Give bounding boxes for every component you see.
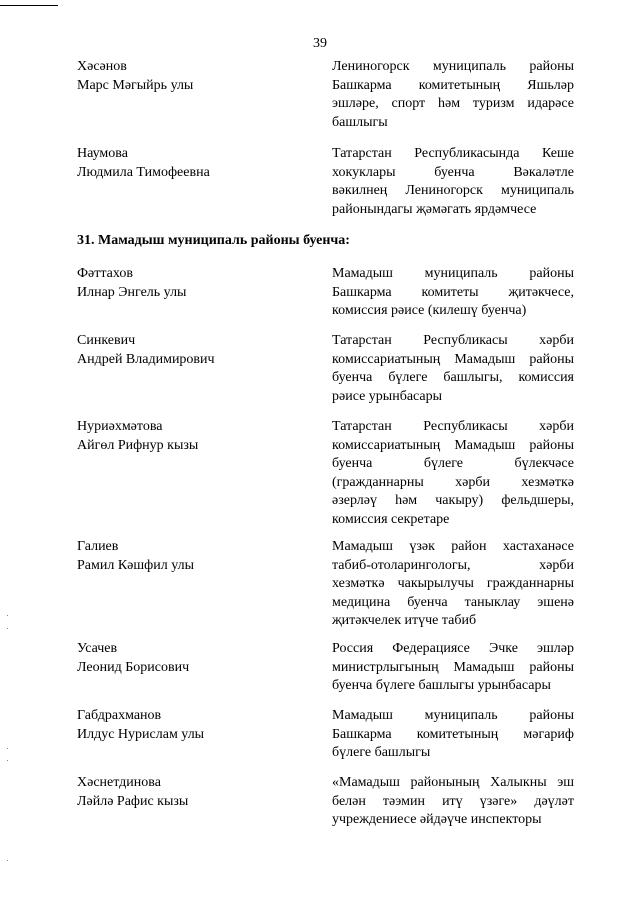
scan-speck bbox=[7, 860, 8, 861]
person-position: Мамадыш муниципаль районы Башкарма комитеты җитәкчесе, комиссия рәисе (килешү буенча) bbox=[332, 266, 574, 318]
person-position: Татарстан Республикасы хәрби комиссариатының Мамадыш районы буенча бүлеге башлыгы, комиссия рәисе урынбасары bbox=[332, 333, 574, 404]
person-position: Лениногорск муниципаль районы Башкарма комитетының Яшьләр эшләре, спорт һәм туризм идарәсе башлыгы bbox=[332, 59, 574, 130]
person-position: Татарстан Республикасы хәрби комиссариатының Мамадыш районы буенча бүлеге бүлекчәсе (гражданнарны хәрби хезмәткә әзерләү һәм чакыру) фельдшеры, комиссия секретаре bbox=[332, 419, 574, 527]
person-position: «Мамадыш районының Халыкны эш белән тәэмин итү үзәге» дәүләт учреждениесе әйдәүче инспекторы bbox=[332, 775, 574, 827]
person-position: Татарстан Республикасында Кеше хокуклары буенча Вәкаләтле вәкилнең Лениногорск муниципаль районындагы җәмәгать ярдәмчесе bbox=[332, 146, 574, 217]
scan-speck bbox=[7, 748, 8, 749]
person-name: Хәсәнов Марс Мәгыйрь улы bbox=[77, 59, 194, 93]
person-name: Усачев Леонид Борисович bbox=[77, 641, 190, 675]
person-name: Хәснетдинова Ләйлә Рафис кызы bbox=[77, 775, 189, 809]
person-name: Нуриәхмәтова Айгөл Рифнур кызы bbox=[77, 419, 199, 453]
person-position: Россия Федерациясе Эчке эшләр министрлыгының Мамадыш районы буенча бүлеге башлыгы урынбасары bbox=[332, 641, 574, 693]
person-name: Габдрахманов Илдус Нурислам улы bbox=[77, 708, 205, 742]
scan-speck bbox=[7, 615, 8, 616]
person-position: Мамадыш муниципаль районы Башкарма комитетының мәгариф бүлеге башлыгы bbox=[332, 708, 574, 760]
section-title: 31. Мамадыш муниципаль районы буенча: bbox=[77, 233, 350, 248]
scan-speck bbox=[7, 760, 8, 761]
person-position: Мамадыш үзәк район хастаханәсе табиб-отоларингологы, хәрби хезмәткә чакырылучы гражданнарны медицина буенча таныклау эшенә җитәкчелек итүче табиб bbox=[332, 539, 574, 628]
person-name: Наумова Людмила Тимофеевна bbox=[77, 146, 210, 180]
scan-speck bbox=[7, 628, 8, 629]
person-name: Фәттахов Илнар Энгель улы bbox=[77, 266, 187, 300]
person-name: Галиев Рамил Кәшфил улы bbox=[77, 539, 194, 573]
top-rule bbox=[0, 5, 58, 6]
person-name: Синкевич Андрей Владимирович bbox=[77, 333, 215, 367]
page-number: 39 bbox=[313, 36, 327, 51]
